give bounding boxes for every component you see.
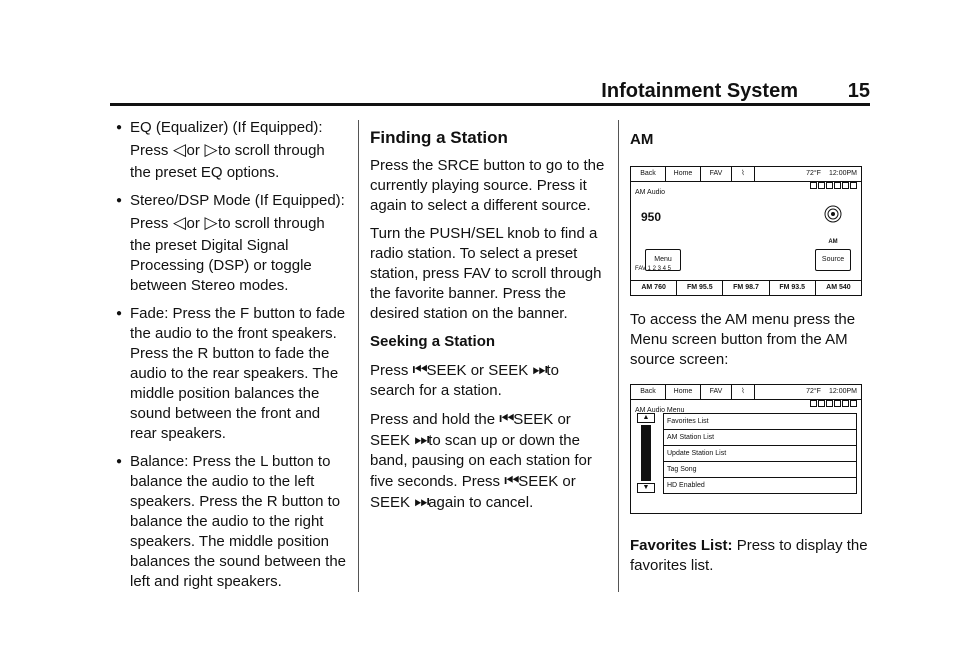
inline-text: SEEK or SEEK bbox=[370, 411, 571, 449]
menu-item-hd-enabled[interactable]: HD Enabled bbox=[663, 477, 857, 494]
status-icons bbox=[810, 400, 857, 407]
signal-icon: ⌇ bbox=[732, 167, 755, 181]
fav-page-numbers: FAV 1 2 3 4 5 bbox=[635, 266, 671, 272]
status-icons bbox=[810, 182, 857, 189]
paragraph: Turn the PUSH/SEL knob to find a radio station. To select a preset station, press FAV to scroll through the favorite banner. Press the desired station on the banner. bbox=[370, 225, 602, 322]
preset-bar bbox=[631, 280, 861, 295]
bullet-icon: ● bbox=[116, 456, 123, 467]
inline-text: or bbox=[186, 142, 200, 159]
back-button[interactable]: Back bbox=[631, 385, 666, 399]
seek-up-icon: ⏭ bbox=[414, 492, 430, 511]
inline-text: to scroll through bbox=[218, 215, 325, 232]
term-label: Favorites List: bbox=[630, 537, 733, 554]
menu-list bbox=[663, 413, 857, 494]
column-1 bbox=[110, 118, 350, 600]
inline-text: or bbox=[186, 215, 200, 232]
right-arrow-icon: ▷ bbox=[204, 213, 218, 232]
scroll-up-icon[interactable]: ▲ bbox=[637, 413, 655, 423]
seek-up-icon: ⏭ bbox=[532, 360, 548, 379]
preset-button[interactable]: FM 95.5 bbox=[677, 281, 723, 295]
preset-button[interactable]: FM 98.7 bbox=[723, 281, 769, 295]
am-label: AM bbox=[828, 239, 838, 245]
paragraph bbox=[370, 360, 606, 401]
am-audio-menu-screen bbox=[630, 384, 862, 514]
bullet-icon: ● bbox=[116, 308, 123, 319]
preset-button[interactable]: FM 93.5 bbox=[770, 281, 816, 295]
seek-down-icon: ⏮ bbox=[412, 360, 428, 379]
menu-item-update-station-list[interactable]: Update Station List bbox=[663, 445, 857, 461]
signal-icon: ⌇ bbox=[732, 385, 755, 399]
preset-button[interactable]: AM 540 bbox=[826, 284, 851, 291]
am-audio-screen bbox=[630, 166, 862, 296]
back-button[interactable]: Back bbox=[631, 167, 666, 181]
list-item bbox=[110, 191, 350, 296]
bullet-text: the preset Digital Signal Processing (DSP) or toggle between Stereo modes. bbox=[130, 237, 312, 294]
screen-toolbar bbox=[631, 167, 861, 182]
preset-button[interactable]: AM 760 bbox=[631, 281, 677, 295]
inline-text: to scan up or down the band, pausing on each station for five seconds. Press bbox=[370, 432, 592, 490]
home-button[interactable]: Home bbox=[666, 385, 701, 399]
screen-subtitle: AM Audio Menu bbox=[635, 407, 685, 414]
temperature: 72°F bbox=[806, 170, 821, 177]
scroll-down-icon[interactable]: ▼ bbox=[637, 483, 655, 493]
menu-button[interactable]: Menu bbox=[645, 249, 681, 271]
scroll-thumb[interactable] bbox=[641, 425, 651, 481]
bullet-text bbox=[130, 140, 350, 161]
home-button[interactable]: Home bbox=[666, 167, 701, 181]
menu-item-tag-song[interactable]: Tag Song bbox=[663, 461, 857, 477]
bullet-text: EQ (Equalizer) (If Equipped): bbox=[130, 119, 323, 136]
page-header bbox=[110, 78, 870, 104]
fav-button[interactable]: FAV bbox=[701, 385, 732, 399]
left-arrow-icon: ◁ bbox=[172, 213, 187, 232]
bullet-text: Stereo/DSP Mode (If Equipped): bbox=[130, 192, 345, 209]
inline-text: Press and hold the bbox=[370, 411, 496, 428]
inline-text: Press bbox=[130, 142, 169, 159]
am-heading: AM bbox=[630, 131, 654, 148]
list-item bbox=[110, 118, 350, 183]
bullet-icon: ● bbox=[116, 122, 123, 133]
left-arrow-icon: ◁ bbox=[172, 140, 187, 159]
scrollbar[interactable] bbox=[637, 413, 655, 493]
bullet-icon: ● bbox=[116, 195, 123, 206]
section-title: Infotainment System bbox=[601, 80, 798, 102]
page-number: 15 bbox=[847, 80, 870, 102]
paragraph: Press the SRCE button to go to the currently playing source. Press it again to select a different source. bbox=[370, 157, 605, 214]
screen-toolbar bbox=[631, 385, 861, 400]
list-item bbox=[110, 304, 350, 444]
clock: 12:00PM bbox=[828, 388, 857, 395]
column-3 bbox=[630, 118, 870, 584]
bullet-text: the preset EQ options. bbox=[130, 164, 280, 181]
seek-down-icon: ⏮ bbox=[499, 409, 515, 428]
antenna-icon bbox=[821, 205, 845, 252]
right-arrow-icon: ▷ bbox=[204, 140, 218, 159]
inline-text: again to cancel. bbox=[428, 494, 534, 511]
term-description: Press to display the favorites list. bbox=[630, 537, 868, 574]
status-info bbox=[755, 385, 861, 399]
bullet-text: Fade: Press the F button to fade the audio to the front speakers. Press the R button to fade the audio to the rear speakers. The middle position balances the sound between the front and rear speakers. bbox=[130, 305, 346, 442]
inline-text: Press bbox=[370, 362, 409, 379]
fav-button[interactable]: FAV bbox=[701, 167, 732, 181]
subheading: Seeking a Station bbox=[370, 333, 496, 350]
seek-up-icon: ⏭ bbox=[414, 430, 430, 449]
menu-item-favorites-list[interactable]: Favorites List bbox=[663, 413, 857, 429]
inline-text: to scroll through bbox=[218, 142, 325, 159]
section-heading: Finding a Station bbox=[370, 128, 508, 147]
status-info bbox=[755, 167, 861, 181]
frequency: 950 bbox=[641, 210, 662, 224]
menu-item-am-station-list[interactable]: AM Station List bbox=[663, 429, 857, 445]
header-rule bbox=[110, 103, 870, 106]
paragraph: To access the AM menu press the Menu screen button from the AM source screen: bbox=[630, 311, 856, 368]
column-2 bbox=[370, 118, 606, 521]
column-divider bbox=[618, 120, 619, 592]
source-button[interactable]: Source bbox=[815, 249, 851, 271]
list-item bbox=[110, 452, 350, 592]
bullet-text: Balance: Press the L button to balance the audio to the left speakers. Press the R button to balance the audio to the right speakers. The middle position balances the sound between the left and right speakers. bbox=[130, 453, 346, 590]
seek-down-icon: ⏮ bbox=[504, 471, 520, 490]
temperature: 72°F bbox=[806, 388, 821, 395]
inline-text: SEEK or SEEK bbox=[426, 362, 529, 379]
inline-text: to search for a station. bbox=[370, 362, 559, 399]
paragraph bbox=[630, 536, 870, 576]
column-divider bbox=[358, 120, 359, 592]
bullet-text bbox=[130, 213, 350, 234]
inline-text: SEEK or SEEK bbox=[370, 473, 576, 511]
paragraph bbox=[370, 409, 606, 513]
screen-subtitle: AM Audio bbox=[635, 189, 665, 196]
clock: 12:00PM bbox=[828, 170, 857, 177]
inline-text: Press bbox=[130, 215, 169, 232]
